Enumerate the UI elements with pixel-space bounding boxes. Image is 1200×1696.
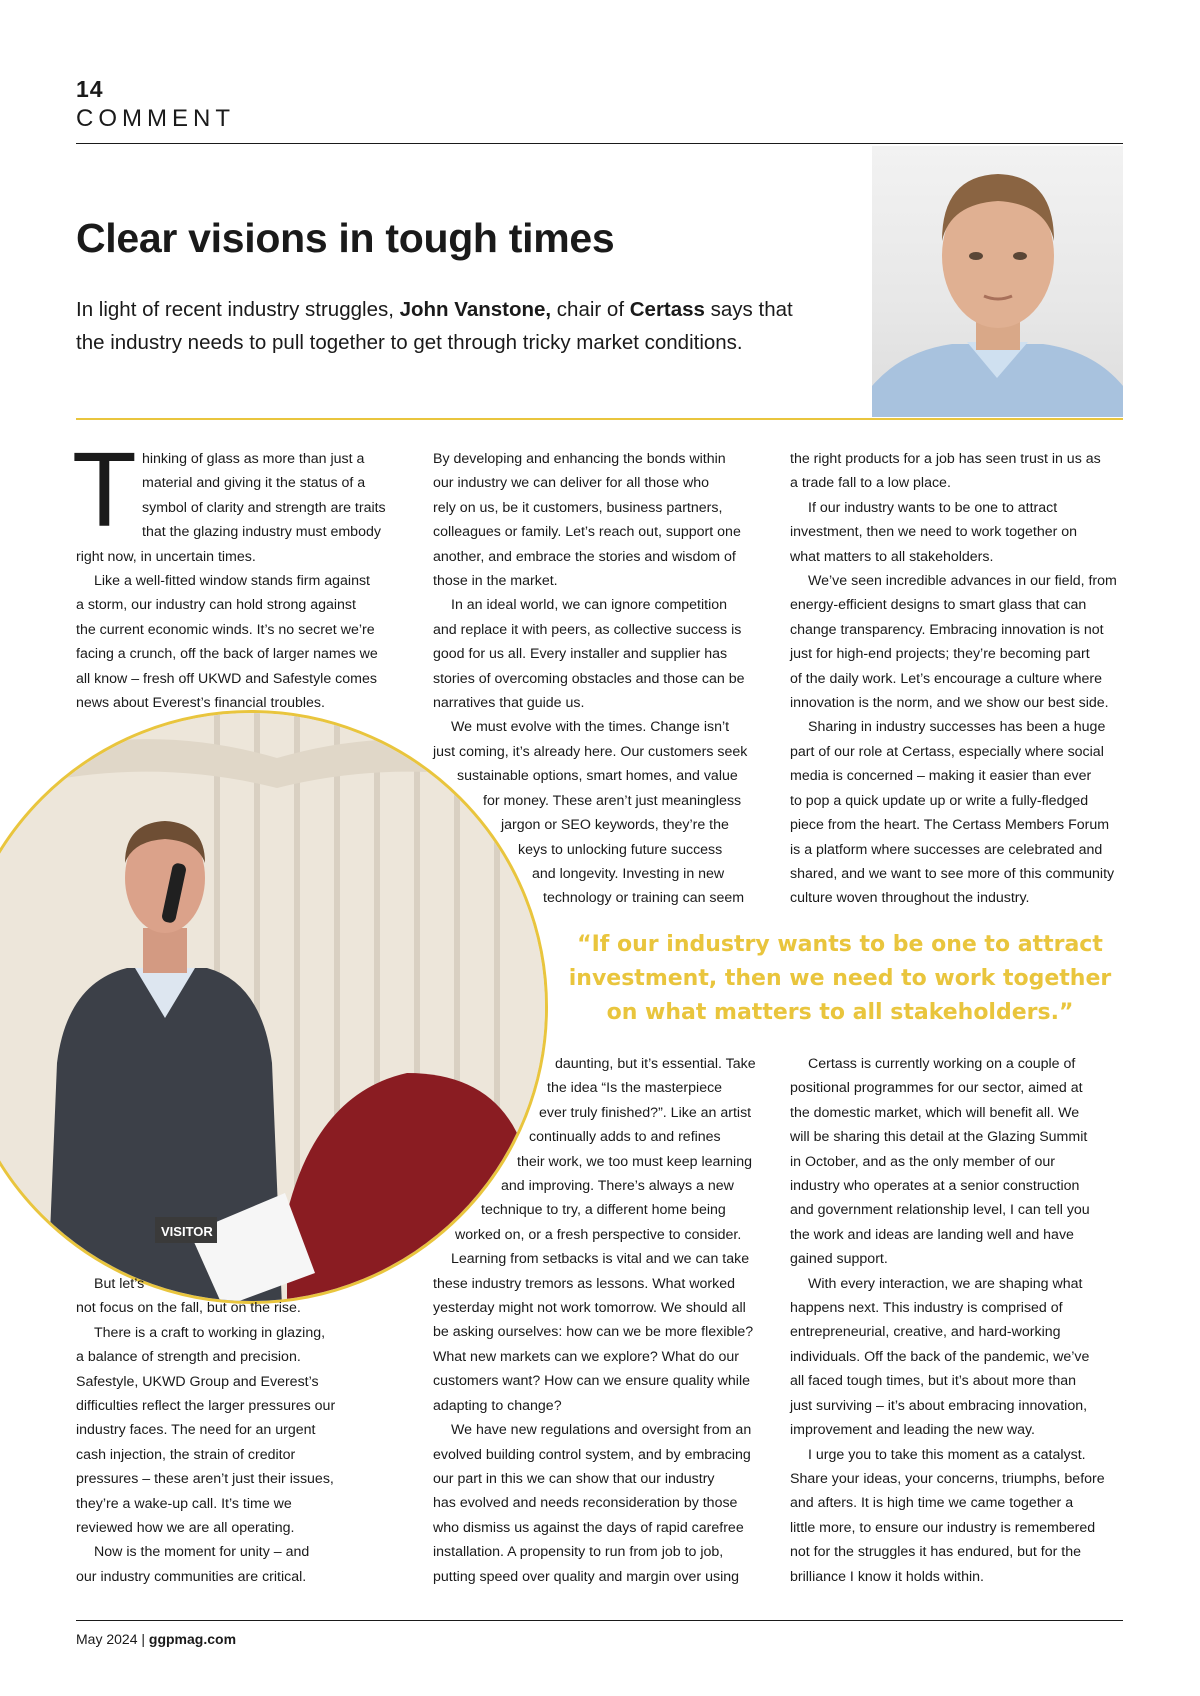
header-rule <box>76 143 1123 144</box>
standfirst-text: In light of recent industry struggles, <box>76 298 400 321</box>
body-line: and improving. There’s always a new <box>501 1178 734 1195</box>
body-line: installation. A propensity to run from job to job, <box>433 1544 724 1561</box>
body-line: is a platform where successes are celebrated and <box>790 841 1103 858</box>
body-line: has evolved and needs reconsideration by those <box>433 1495 738 1512</box>
body-line: not for the struggles it has endured, but for the <box>790 1544 1082 1561</box>
body-line: another, and embrace the stories and wisdom of <box>433 548 736 565</box>
standfirst-text: the industry needs to pull together to get through tricky market conditions. <box>76 331 743 354</box>
body-line: who dismiss us against the days of rapid carefree <box>433 1519 744 1536</box>
website-link[interactable]: ggpmag.com <box>148 1631 237 1647</box>
pull-quote-line: “If our industry wants to be one to attract <box>577 932 1103 957</box>
body-line: yesterday might not work tomorrow. We should all <box>433 1300 746 1317</box>
body-line: individuals. Off the back of the pandemic, we’ve <box>790 1348 1090 1365</box>
article-standfirst <box>76 293 836 359</box>
body-line: In an ideal world, we can ignore competition <box>451 597 728 614</box>
article-title: Clear visions in tough times <box>76 215 615 261</box>
body-line: culture woven throughout the industry. <box>790 890 1030 907</box>
body-line: not focus on the fall, but on the rise. <box>76 1300 301 1317</box>
body-line: industry who operates at a senior construction <box>790 1178 1080 1195</box>
body-line: part of our role at Certass, especially where social <box>790 743 1104 760</box>
body-line: technology or training can seem <box>543 890 745 907</box>
standfirst-organisation: Certass <box>629 298 705 321</box>
body-line: a storm, our industry can hold strong against <box>76 597 356 614</box>
body-line: just coming, it’s already here. Our customers seek <box>433 743 748 760</box>
body-line: By developing and enhancing the bonds within <box>433 451 726 467</box>
standfirst-text: chair of <box>551 298 630 321</box>
body-line: We have new regulations and oversight from an <box>451 1422 752 1439</box>
body-line: Learning from setbacks is vital and we can take <box>451 1251 750 1268</box>
body-line: all faced tough times, but it’s about more than <box>790 1373 1077 1390</box>
body-line: brilliance I know it holds within. <box>790 1568 984 1585</box>
body-line: difficulties reflect the larger pressures our <box>76 1398 336 1415</box>
body-line: a balance of strength and precision. <box>76 1349 301 1366</box>
body-line: daunting, but it’s essential. Take <box>555 1056 756 1072</box>
pull-quote-line: on what matters to all stakeholders.” <box>606 1000 1074 1025</box>
body-line: change transparency. Embracing innovation is not <box>790 621 1104 638</box>
body-line: just for high-end projects; they’re becoming part <box>790 646 1090 663</box>
body-line: keys to unlocking future success <box>518 841 723 858</box>
body-line: hinking of glass as more than just a <box>142 451 365 467</box>
body-line: Share your ideas, your concerns, triumphs, before <box>790 1470 1105 1487</box>
body-line: symbol of clarity and strength are traits <box>142 499 386 516</box>
body-line: right now, in uncertain times. <box>76 548 256 565</box>
body-line: If our industry wants to be one to attract <box>808 499 1058 516</box>
body-line: a trade fall to a low place. <box>790 475 951 492</box>
body-line: We must evolve with the times. Change isn’t <box>451 719 730 736</box>
body-line: these industry tremors as lessons. What worked <box>433 1275 735 1292</box>
body-line: facing a crunch, off the back of larger names we <box>76 646 378 663</box>
body-line: to pop a quick update up or write a fully-fledged <box>790 792 1089 809</box>
body-line: what matters to all stakeholders. <box>790 548 994 565</box>
body-line: narratives that guide us. <box>433 695 585 712</box>
author-headshot-photo <box>872 146 1123 417</box>
footer-separator: | <box>141 1631 146 1647</box>
body-line: investment, then we need to work together on <box>790 524 1078 541</box>
column-2-top <box>433 447 747 911</box>
footer-rule <box>76 1620 1123 1621</box>
body-line: just surviving – it’s about embracing innovation, <box>790 1397 1088 1414</box>
body-line: Safestyle, UKWD Group and Everest’s <box>76 1373 319 1390</box>
body-line: the work and ideas are landing well and have <box>790 1226 1074 1243</box>
body-line: innovation is the norm, and we show our best side. <box>790 695 1109 712</box>
body-line: positional programmes for our sector, aimed at <box>790 1080 1083 1097</box>
body-line: I urge you to take this moment as a catalyst. <box>808 1446 1086 1463</box>
drop-cap: T <box>72 431 137 549</box>
body-line: entrepreneurial, creative, and hard-working <box>790 1324 1061 1341</box>
body-line: industry faces. The need for an urgent <box>76 1422 316 1439</box>
body-line: Certass is currently working on a couple of <box>808 1056 1076 1072</box>
body-line: our industry communities are critical. <box>76 1568 307 1585</box>
body-line: But let’s <box>94 1276 145 1292</box>
body-line: jargon or SEO keywords, they’re the <box>501 817 729 834</box>
standfirst-author: John Vanstone, <box>399 298 552 321</box>
body-line: be asking ourselves: how can we be more flexible? <box>433 1324 754 1341</box>
footer <box>76 1631 236 1647</box>
body-line: energy-efficient designs to smart glass that can <box>790 597 1087 614</box>
body-line: technique to try, a different home being <box>481 1202 726 1219</box>
page-number: 14 <box>76 76 104 102</box>
body-line: stories of overcoming obstacles and those can be <box>433 670 745 687</box>
headshot-illustration <box>872 146 1123 417</box>
body-line: colleagues or family. Let’s reach out, support one <box>433 524 741 541</box>
body-line: their work, we too must keep learning <box>517 1153 752 1170</box>
body-line: happens next. This industry is comprised of <box>790 1300 1063 1317</box>
body-line: the current economic winds. It’s no secret we’re <box>76 621 375 638</box>
body-line: improvement and leading the new way. <box>790 1422 1036 1439</box>
body-line: With every interaction, we are shaping what <box>808 1275 1083 1292</box>
body-line: piece from the heart. The Certass Members Forum <box>790 817 1110 834</box>
column-3-bottom <box>790 1052 1105 1589</box>
body-line: our industry we can deliver for all those who <box>433 475 710 492</box>
body-line: all know – fresh off UKWD and Safestyle comes <box>76 670 377 687</box>
body-line: continually adds to and refines <box>529 1129 721 1146</box>
body-line: and afters. It is high time we came together a <box>790 1495 1074 1512</box>
body-line: shared, and we want to see more of this community <box>790 865 1115 882</box>
body-line: material and giving it the status of a <box>142 475 366 492</box>
standfirst-text: says that <box>704 298 793 321</box>
body-line: of the daily work. Let’s encourage a culture where <box>790 670 1103 687</box>
pull-quote-line: investment, then we need to work together <box>568 966 1112 991</box>
body-line: for money. These aren’t just meaningless <box>483 792 742 809</box>
column-2-bottom <box>433 1052 756 1589</box>
body-line: and government relationship level, I can tell you <box>790 1202 1090 1219</box>
pull-quote <box>560 928 1120 1030</box>
body-line: those in the market. <box>433 573 558 590</box>
body-line: little more, to ensure our industry is remembered <box>790 1519 1096 1536</box>
body-line: the domestic market, which will benefit all. We <box>790 1104 1080 1121</box>
body-line: putting speed over quality and margin over using <box>433 1568 740 1585</box>
body-line: media is concerned – making it easier than ever <box>790 768 1092 785</box>
lanyard-badge-text: VISITOR <box>161 1224 213 1239</box>
body-line: adapting to change? <box>433 1397 562 1414</box>
body-line: and longevity. Investing in new <box>532 865 725 882</box>
section-label: COMMENT <box>76 105 235 132</box>
body-line: that the glazing industry must embody <box>142 524 381 541</box>
body-line: rely on us, be it customers, business partners, <box>433 499 723 516</box>
body-line: news about Everest’s financial troubles. <box>76 695 325 712</box>
body-line: Now is the moment for unity – and <box>94 1544 310 1561</box>
column-1-top <box>76 447 386 715</box>
body-line: worked on, or a fresh perspective to consider. <box>455 1226 742 1243</box>
column-3-top <box>790 447 1117 911</box>
column-1-bottom <box>76 1272 335 1589</box>
body-line: in October, and as the only member of our <box>790 1153 1055 1170</box>
body-line: they’re a wake-up call. It’s time we <box>76 1495 292 1512</box>
body-line: Sharing in industry successes has been a huge <box>808 719 1106 736</box>
body-line: customers want? How can we ensure quality while <box>433 1373 751 1390</box>
body-line: reviewed how we are all operating. <box>76 1520 295 1537</box>
body-line: pressures – these aren’t just their issues, <box>76 1471 334 1488</box>
body-line: and replace it with peers, as collective success is <box>433 621 742 638</box>
body-line: the right products for a job has seen trust in us as <box>790 451 1101 467</box>
gold-divider <box>76 418 1123 420</box>
body-line: Like a well-fitted window stands firm against <box>94 573 370 590</box>
body-line: will be sharing this detail at the Glazing Summit <box>790 1129 1088 1146</box>
body-line: the idea “Is the masterpiece <box>547 1080 723 1097</box>
body-line: evolved building control system, and by embracing <box>433 1446 751 1463</box>
body-line: We’ve seen incredible advances in our field, from <box>808 573 1117 590</box>
body-line: ever truly finished?”. Like an artist <box>539 1104 752 1121</box>
body-line: good for us all. Every installer and supplier has <box>433 646 728 663</box>
body-line: our part in this we can show that our industry <box>433 1470 715 1487</box>
body-line: There is a craft to working in glazing, <box>94 1324 326 1341</box>
issue-date: May 2024 <box>76 1631 138 1647</box>
body-line: sustainable options, smart homes, and value <box>457 768 738 785</box>
body-line: What new markets can we explore? What do our <box>433 1348 739 1365</box>
body-line: gained support. <box>790 1251 888 1268</box>
body-line: cash injection, the strain of creditor <box>76 1446 296 1463</box>
